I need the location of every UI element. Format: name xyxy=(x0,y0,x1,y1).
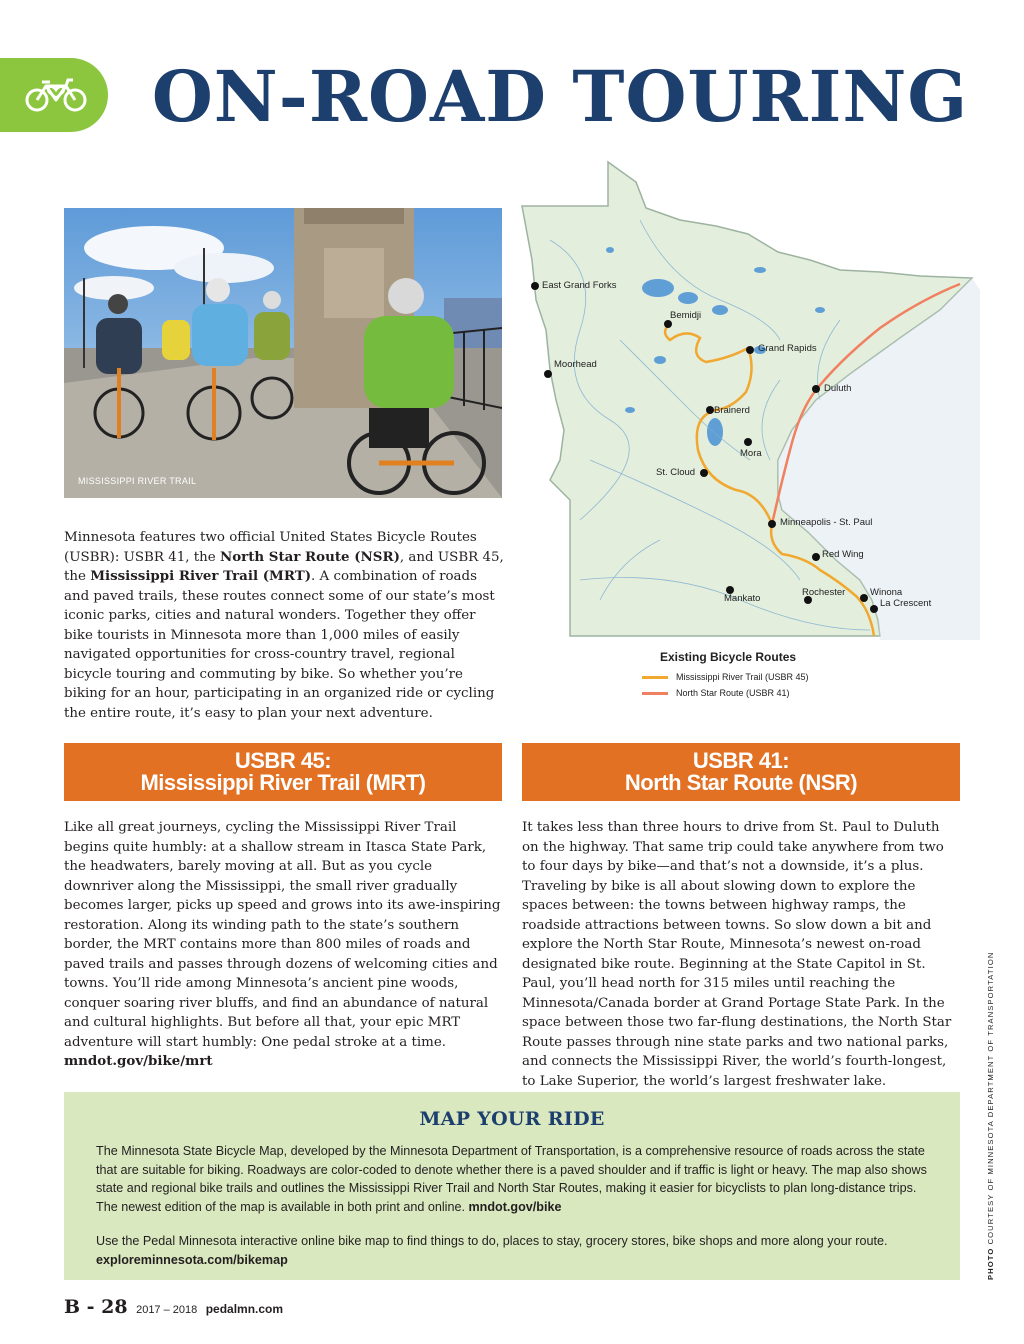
usbr45-heading-line2: Mississippi River Trail (MRT) xyxy=(140,770,426,795)
legend-row-nsr xyxy=(642,688,790,698)
usbr45-banner xyxy=(64,743,502,801)
city-rochester: Rochester xyxy=(802,587,846,598)
photo-credit: PHOTO COURTESY OF MINNESOTA DEPARTMENT OF TRANSPORTATION xyxy=(986,951,995,1280)
section-icon-tab xyxy=(0,58,108,132)
city-minneapolis-st-paul: Minneapolis - St. Paul xyxy=(780,517,873,528)
city-east-grand-forks: East Grand Forks xyxy=(542,280,617,291)
usbr41-banner xyxy=(522,743,960,801)
usbr45-heading-line1: USBR 45: xyxy=(234,748,332,773)
footer-site: pedalmn.com xyxy=(205,1302,284,1316)
city-st-cloud: St. Cloud xyxy=(656,467,696,478)
legend-label-mrt: Mississippi River Trail (USBR 45) xyxy=(676,672,809,682)
usbr41-heading-line1: USBR 41: xyxy=(692,748,790,773)
page-number: B - 28 xyxy=(64,1296,128,1318)
usbr45-link[interactable]: mndot.gov/bike/mrt xyxy=(64,1053,213,1069)
legend-label-nsr: North Star Route (USBR 41) xyxy=(676,688,790,698)
mndot-bike-link[interactable]: mndot.gov/bike xyxy=(468,1199,562,1214)
city-mankato: Mankato xyxy=(724,593,761,604)
city-grand-rapids: Grand Rapids xyxy=(758,343,817,354)
city-la-crescent: La Crescent xyxy=(880,598,932,609)
city-winona: Winona xyxy=(870,587,903,598)
mrt-legend-swatch xyxy=(642,676,668,679)
photo-caption: MISSISSIPPI RIVER TRAIL xyxy=(78,476,197,486)
city-moorhead: Moorhead xyxy=(554,359,597,370)
nsr-legend-swatch xyxy=(642,692,668,695)
map-your-ride-box xyxy=(64,1092,960,1280)
city-red-wing: Red Wing xyxy=(822,549,864,560)
cyclists-photo xyxy=(64,208,502,498)
map-your-ride-paragraph-2: Use the Pedal Minnesota interactive online bike map to find things to do, places to stay, grocery stores, bike shops and more along your route. exploreminnesota.com/bikemap xyxy=(96,1234,888,1267)
map-your-ride-paragraph-1: The Minnesota State Bicycle Map, developed by the Minnesota Department of Transportation, is a comprehensive resource of roads across the state that are suitable for biking. Roadways are color-coded to denote whether there is a paved shoulder and if traffic is light or heavy. The map also shows state and regional bike trails and outlines the Mississippi River Trail and North Star Routes, making it easier for bicyclists to plan long-distance trips. The newest edition of the map is available in both print and online. mndot.gov/bike xyxy=(96,1144,927,1214)
explore-minnesota-link[interactable]: exploreminnesota.com/bikemap xyxy=(96,1252,288,1267)
page-title: ON-ROAD TOURING xyxy=(151,55,969,138)
city-bemidji: Bemidji xyxy=(670,310,702,321)
city-mora: Mora xyxy=(740,448,762,459)
usbr41-body: It takes less than three hours to drive from St. Paul to Duluth on the highway. That same trip could take anywhere from two to four days by bike—and that’s not a downside, it’s a plus. Traveling by bike is all about slowing down to explore the spaces between: the towns between highway ramps, the roadside attractions between towns. So slow down a bit and explore the North Star Route, Minnesota’s newest on-road designated bike route. Beginning at the State Capitol in St. Paul, you’ll head north for 315 miles until reaching the Minnesota/Canada border at Grand Portage State Park. In the space between those two far-flung destinations, the North Star Route passes through nine state parks and two national parks, and connects the Mississippi River, the world’s fourth-longest, to Lake Superior, the world’s largest freshwater lake. xyxy=(522,818,960,1111)
minnesota-route-map xyxy=(520,160,980,706)
map-legend-title: Existing Bicycle Routes xyxy=(660,650,797,664)
page-footer xyxy=(64,1296,283,1318)
bicycle-heart-icon xyxy=(24,76,88,114)
map-your-ride-title: MAP YOUR RIDE xyxy=(419,1108,605,1130)
intro-paragraph: Minnesota features two official United States Bicycle Routes (USBR): USBR 41, the North Star Route (NSR), and USBR 45, the Mississippi River Trail (MRT). A combination of roads and paved trails, these routes connect some of our state’s most iconic parks, cities and natural wonders. Together they offer bike tourists in Minnesota more than 1,000 miles of easily navigated opportunities for cross-country travel, regional bicycle touring and commuting by bike. So whether you’re biking for an hour, participating in an organized ride or cycling the entire route, it’s easy to plan your next adventure. xyxy=(64,530,504,721)
legend-row-mrt xyxy=(642,672,809,682)
usbr41-heading-line2: North Star Route (NSR) xyxy=(624,770,858,795)
city-duluth: Duluth xyxy=(824,383,852,394)
usbr45-body: Like all great journeys, cycling the Mississippi River Trail begins quite humbly: at a shallow stream in Itasca State Park, the headwaters, barely moving at all. But as you cycle downriver along the Mississippi, the small river gradually becomes larger, picks up speed and grows into its awe-inspiring restoration. Along its winding path to the state’s southern border, the MRT contains more than 800 miles of roads and paved trails and passes through dozens of welcoming cities and towns. You’ll ride among Minnesota’s ancient pine woods, conquer soaring river bluffs, and find an abundance of natural and cultural highlights. But before all that, your epic MRT adventure will start humbly: One pedal stroke at a time. mndot.gov/bike/mrt xyxy=(64,820,501,1069)
city-brainerd: Brainerd xyxy=(714,405,750,416)
footer-years: 2017 – 2018 xyxy=(136,1304,198,1316)
